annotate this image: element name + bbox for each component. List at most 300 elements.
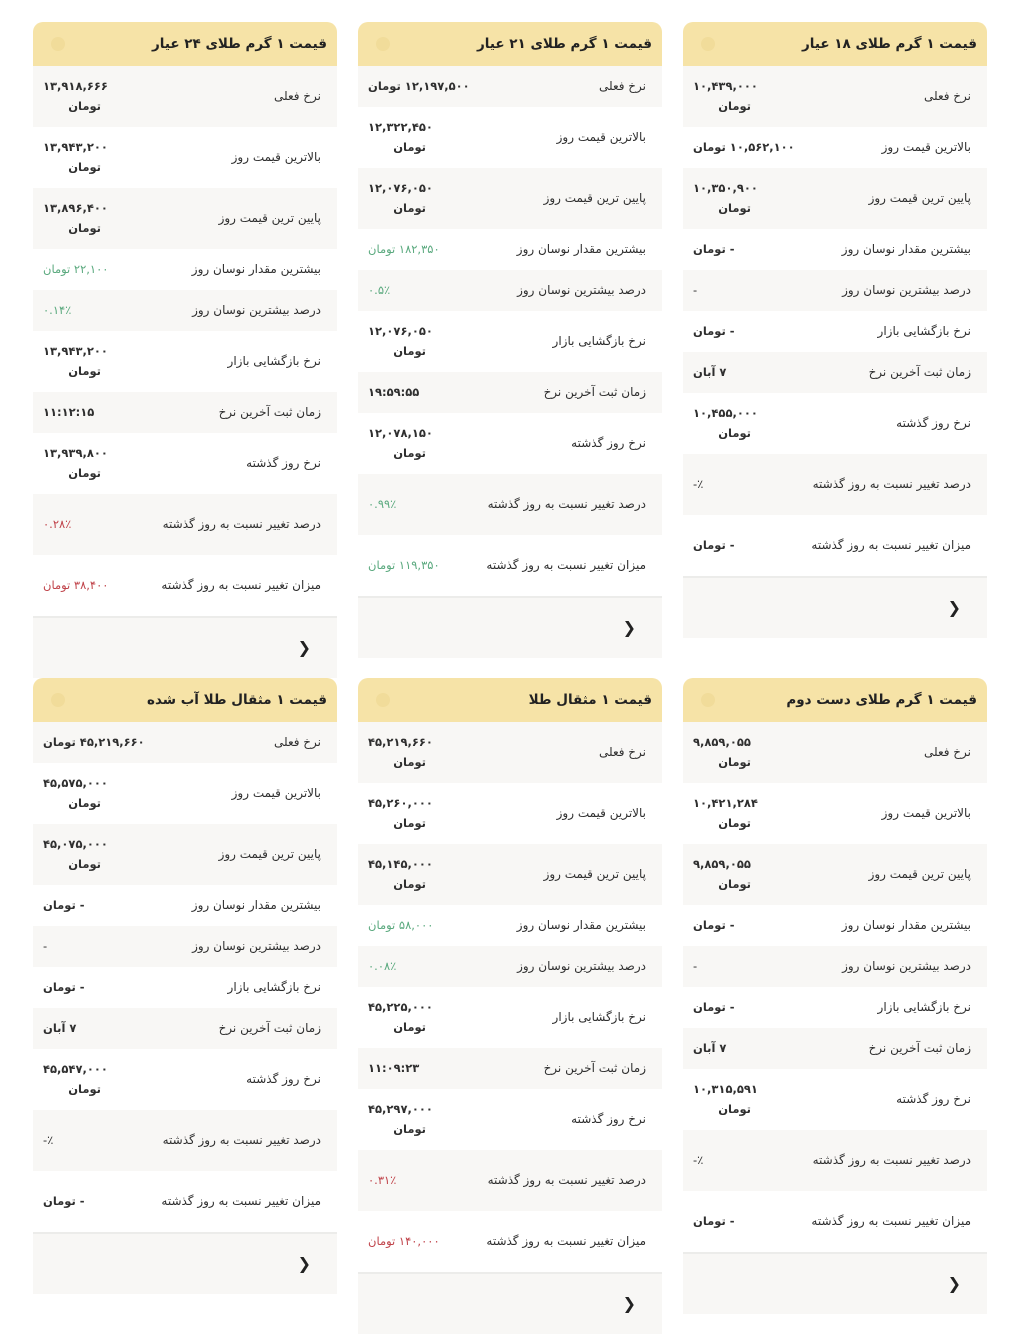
card-footer: [683, 1252, 987, 1314]
value-text: ۲۲,۱۰۰ تومان: [43, 262, 109, 276]
row-change-percent: [683, 1130, 987, 1191]
card-header: [358, 678, 662, 722]
chevron-left-icon[interactable]: ❮: [947, 598, 961, 617]
row-label: میزان تغییر نسبت به روز گذشته: [486, 1234, 646, 1248]
row-value: [683, 321, 811, 341]
value-text: ۴۵,۲۱۹,۶۶۰ تومان: [43, 735, 145, 749]
card-header: [358, 22, 662, 66]
value-number: ۱۰,۳۵۰,۹۰۰: [693, 181, 758, 195]
value-unit: تومان: [68, 796, 101, 810]
value-unit: تومان: [718, 816, 751, 830]
value-number: ۴۵,۵۴۷,۰۰۰: [43, 1062, 108, 1076]
row-value: [33, 1130, 161, 1150]
row-label: نرخ بازگشایی بازار: [877, 324, 971, 338]
row-change-percent: [358, 474, 662, 535]
row-value: [358, 239, 486, 259]
value-unit: تومان: [718, 99, 751, 113]
row-label: نرخ روز گذشته: [246, 456, 321, 470]
row-day-low: [358, 168, 662, 229]
value-text: - تومان: [693, 538, 735, 552]
row-value: [358, 793, 486, 833]
row-change-amount: [358, 535, 662, 596]
row-value: [358, 178, 486, 218]
value-number: ۱۲,۳۲۲,۴۵۰: [368, 120, 433, 134]
row-last-update-time: [358, 372, 662, 413]
row-value: [683, 854, 811, 894]
row-previous-day-rate: [358, 413, 662, 474]
row-value: [358, 321, 486, 361]
row-label: بالاترین قیمت روز: [231, 150, 321, 164]
card-gold-18k: [683, 22, 987, 638]
value-text: - تومان: [693, 1214, 735, 1228]
row-label: نرخ بازگشایی بازار: [227, 980, 321, 994]
row-label: درصد تغییر نسبت به روز گذشته: [812, 1153, 971, 1167]
card-gold-mesghal: [358, 678, 662, 1334]
row-label: بیشترین مقدار نوسان روز: [841, 242, 971, 256]
card-header: [683, 22, 987, 66]
row-value: [358, 280, 486, 300]
row-day-low: [33, 188, 337, 249]
row-label: پایین ترین قیمت روز: [218, 847, 321, 861]
value-unit: تومان: [68, 99, 101, 113]
value-unit: تومان: [393, 1122, 426, 1136]
row-max-fluctuation: [683, 905, 987, 946]
status-dot-icon: [701, 37, 715, 51]
card-footer: [358, 596, 662, 658]
row-value: [683, 137, 811, 157]
card-title: قیمت ۱ گرم طلای ۲۱ عیار: [476, 36, 652, 52]
row-last-update-time: [33, 392, 337, 433]
row-label: نرخ فعلی: [923, 745, 971, 759]
row-value: [683, 793, 811, 833]
value-unit: تومان: [393, 877, 426, 891]
row-label: بیشترین مقدار نوسان روز: [191, 262, 321, 276]
value-text: ۱۲,۱۹۷,۵۰۰ تومان: [368, 79, 470, 93]
card-gold-second-hand: [683, 678, 987, 1314]
row-change-amount: [33, 555, 337, 616]
status-dot-icon: [376, 37, 390, 51]
card-title: قیمت ۱ گرم طلای ۱۸ عیار: [801, 36, 977, 52]
row-label: نرخ بازگشایی بازار: [227, 354, 321, 368]
card-title: قیمت ۱ مثقال طلا آب شده: [146, 692, 327, 708]
row-value: [358, 494, 486, 514]
value-text: - تومان: [693, 918, 735, 932]
row-label: بالاترین قیمت روز: [556, 130, 646, 144]
value-number: ۹,۸۵۹,۰۵۵: [693, 735, 751, 749]
value-unit: تومان: [718, 201, 751, 215]
row-value: [33, 895, 161, 915]
row-value: [358, 76, 486, 96]
row-value: [33, 514, 161, 534]
value-text: ٪-: [43, 1133, 54, 1147]
row-value: [683, 732, 811, 772]
row-max-fluctuation-percent: [33, 290, 337, 331]
value-unit: تومان: [718, 426, 751, 440]
value-text: ۱۱۹,۳۵۰ تومان: [368, 558, 440, 572]
row-label: نرخ بازگشایی بازار: [552, 1010, 646, 1024]
value-unit: تومان: [393, 1020, 426, 1034]
row-previous-day-rate: [33, 433, 337, 494]
row-max-fluctuation-percent: [358, 270, 662, 311]
row-current-rate: [33, 722, 337, 763]
row-day-low: [683, 844, 987, 905]
value-unit: تومان: [68, 364, 101, 378]
value-text: - تومان: [693, 324, 735, 338]
row-label: بیشترین مقدار نوسان روز: [516, 918, 646, 932]
row-label: پایین ترین قیمت روز: [218, 211, 321, 225]
value-text: - تومان: [43, 980, 85, 994]
row-value: [683, 535, 811, 555]
status-dot-icon: [51, 37, 65, 51]
value-text: ۵۸,۰۰۰ تومان: [368, 918, 434, 932]
value-number: ۹,۸۵۹,۰۵۵: [693, 857, 751, 871]
value-text: - تومان: [43, 1194, 85, 1208]
card-gold-melted-mesghal: [33, 678, 337, 1294]
row-label: نرخ روز گذشته: [571, 436, 646, 450]
row-value: [33, 732, 161, 752]
status-dot-icon: [701, 693, 715, 707]
value-text: ۱۹:۵۹:۵۵: [368, 385, 420, 399]
row-label: نرخ روز گذشته: [246, 1072, 321, 1086]
row-value: [683, 1150, 811, 1170]
row-value: [33, 341, 161, 381]
row-max-fluctuation: [33, 249, 337, 290]
row-label: میزان تغییر نسبت به روز گذشته: [811, 538, 971, 552]
card-header: [33, 678, 337, 722]
row-opening-rate: [358, 311, 662, 372]
row-value: [683, 956, 811, 976]
row-label: درصد تغییر نسبت به روز گذشته: [487, 1173, 646, 1187]
row-label: پایین ترین قیمت روز: [543, 191, 646, 205]
row-last-update-time: [683, 1028, 987, 1069]
row-previous-day-rate: [683, 393, 987, 454]
card-gold-24k: [33, 22, 337, 678]
row-label: نرخ بازگشایی بازار: [877, 1000, 971, 1014]
status-dot-icon: [376, 693, 390, 707]
value-text: ۰.۹۹٪: [368, 497, 397, 511]
value-number: ۱۰,۴۲۱,۲۸۴: [693, 796, 758, 810]
row-day-high: [358, 107, 662, 168]
row-opening-rate: [683, 311, 987, 352]
row-change-percent: [683, 454, 987, 515]
row-day-low: [358, 844, 662, 905]
row-label: میزان تغییر نسبت به روز گذشته: [161, 1194, 321, 1208]
row-label: میزان تغییر نسبت به روز گذشته: [811, 1214, 971, 1228]
row-value: [683, 1211, 811, 1231]
row-label: درصد بیشترین نوسان روز: [517, 283, 646, 297]
row-label: بیشترین مقدار نوسان روز: [516, 242, 646, 256]
row-value: [683, 997, 811, 1017]
row-label: پایین ترین قیمت روز: [543, 867, 646, 881]
row-label: نرخ روز گذشته: [896, 416, 971, 430]
row-last-update-time: [358, 1048, 662, 1089]
row-value: [358, 382, 486, 402]
row-value: [683, 1038, 811, 1058]
row-value: [683, 280, 811, 300]
row-value: [33, 834, 161, 874]
row-value: [683, 1079, 811, 1119]
row-label: نرخ فعلی: [598, 79, 646, 93]
value-unit: تومان: [68, 1082, 101, 1096]
card-title: قیمت ۱ مثقال طلا: [528, 692, 652, 708]
row-previous-day-rate: [33, 1049, 337, 1110]
card-header: [33, 22, 337, 66]
row-value: [683, 239, 811, 259]
row-label: نرخ روز گذشته: [571, 1112, 646, 1126]
row-value: [33, 259, 161, 279]
value-unit: تومان: [68, 160, 101, 174]
row-value: [683, 362, 811, 382]
row-label: زمان ثبت آخرین نرخ: [543, 1061, 646, 1075]
row-opening-rate: [33, 967, 337, 1008]
row-day-high: [683, 783, 987, 844]
value-number: ۴۵,۲۶۰,۰۰۰: [368, 796, 433, 810]
row-previous-day-rate: [683, 1069, 987, 1130]
value-unit: تومان: [393, 446, 426, 460]
row-previous-day-rate: [358, 1089, 662, 1150]
value-text: ۰.۵٪: [368, 283, 391, 297]
row-label: درصد بیشترین نوسان روز: [517, 959, 646, 973]
row-max-fluctuation: [33, 885, 337, 926]
row-day-low: [683, 168, 987, 229]
value-text: - تومان: [693, 1000, 735, 1014]
row-label: بیشترین مقدار نوسان روز: [841, 918, 971, 932]
value-text: ٪-: [693, 1153, 704, 1167]
row-value: [683, 474, 811, 494]
row-max-fluctuation-percent: [683, 946, 987, 987]
row-day-high: [358, 783, 662, 844]
value-text: -: [693, 959, 698, 973]
card-title: قیمت ۱ گرم طلای دست دوم: [786, 692, 977, 708]
value-number: ۴۵,۰۷۵,۰۰۰: [43, 837, 108, 851]
value-number: ۱۲,۰۷۸,۱۵۰: [368, 426, 433, 440]
row-day-high: [33, 763, 337, 824]
value-number: ۴۵,۲۱۹,۶۶۰: [368, 735, 433, 749]
card-footer: [683, 576, 987, 638]
value-text: ۱۱:۱۲:۱۵: [43, 405, 95, 419]
row-value: [683, 76, 811, 116]
value-text: ۱۱:۰۹:۲۳: [368, 1061, 420, 1075]
value-unit: تومان: [68, 857, 101, 871]
row-label: نرخ فعلی: [923, 89, 971, 103]
value-unit: تومان: [68, 466, 101, 480]
value-number: ۱۳,۹۴۳,۲۰۰: [43, 140, 108, 154]
value-number: ۱۳,۹۴۳,۲۰۰: [43, 344, 108, 358]
value-text: ٪-: [693, 477, 704, 491]
row-value: [33, 773, 161, 813]
value-number: ۴۵,۵۷۵,۰۰۰: [43, 776, 108, 790]
value-number: ۱۰,۴۳۹,۰۰۰: [693, 79, 758, 93]
row-last-update-time: [683, 352, 987, 393]
row-value: [358, 1099, 486, 1139]
card-footer: [358, 1272, 662, 1334]
row-change-amount: [683, 1191, 987, 1252]
value-unit: تومان: [718, 877, 751, 891]
card-title: قیمت ۱ گرم طلای ۲۴ عیار: [151, 36, 327, 52]
value-unit: تومان: [718, 1102, 751, 1116]
value-text: ۰.۲۸٪: [43, 517, 72, 531]
row-label: زمان ثبت آخرین نرخ: [868, 1041, 971, 1055]
row-change-percent: [33, 1110, 337, 1171]
row-label: میزان تغییر نسبت به روز گذشته: [486, 558, 646, 572]
row-value: [33, 1191, 161, 1211]
row-value: [358, 423, 486, 463]
row-label: زمان ثبت آخرین نرخ: [218, 1021, 321, 1035]
row-label: زمان ثبت آخرین نرخ: [218, 405, 321, 419]
row-label: درصد تغییر نسبت به روز گذشته: [162, 1133, 321, 1147]
value-unit: تومان: [68, 221, 101, 235]
row-label: نرخ فعلی: [273, 89, 321, 103]
row-label: درصد بیشترین نوسان روز: [192, 303, 321, 317]
chevron-left-icon[interactable]: ❮: [297, 638, 311, 657]
row-value: [358, 1231, 486, 1251]
row-day-high: [683, 127, 987, 168]
row-label: درصد تغییر نسبت به روز گذشته: [487, 497, 646, 511]
row-label: زمان ثبت آخرین نرخ: [868, 365, 971, 379]
value-unit: تومان: [393, 344, 426, 358]
row-max-fluctuation-percent: [683, 270, 987, 311]
row-value: [33, 402, 161, 422]
value-unit: تومان: [393, 201, 426, 215]
chevron-left-icon[interactable]: ❮: [622, 1294, 636, 1313]
row-max-fluctuation: [683, 229, 987, 270]
row-change-amount: [358, 1211, 662, 1272]
value-text: - تومان: [693, 242, 735, 256]
chevron-left-icon[interactable]: ❮: [947, 1274, 961, 1293]
row-value: [33, 977, 161, 997]
value-number: ۱۲,۰۷۶,۰۵۰: [368, 181, 433, 195]
row-value: [33, 936, 161, 956]
value-text: ۱۰,۵۶۲,۱۰۰ تومان: [693, 140, 795, 154]
row-label: پایین ترین قیمت روز: [868, 191, 971, 205]
row-current-rate: [33, 66, 337, 127]
card-footer: [33, 616, 337, 678]
status-dot-icon: [51, 693, 65, 707]
value-text: ۰.۳۱٪: [368, 1173, 397, 1187]
row-current-rate: [683, 722, 987, 783]
row-value: [33, 1018, 161, 1038]
row-day-low: [33, 824, 337, 885]
row-label: پایین ترین قیمت روز: [868, 867, 971, 881]
value-text: ۰.۱۴٪: [43, 303, 72, 317]
row-value: [33, 76, 161, 116]
chevron-left-icon[interactable]: ❮: [297, 1254, 311, 1273]
row-label: درصد بیشترین نوسان روز: [192, 939, 321, 953]
card-footer: [33, 1232, 337, 1294]
row-change-percent: [358, 1150, 662, 1211]
row-label: میزان تغییر نسبت به روز گذشته: [161, 578, 321, 592]
row-opening-rate: [358, 987, 662, 1048]
row-value: [683, 178, 811, 218]
row-value: [358, 732, 486, 772]
row-label: درصد بیشترین نوسان روز: [842, 283, 971, 297]
row-value: [358, 915, 486, 935]
row-opening-rate: [33, 331, 337, 392]
row-current-rate: [358, 722, 662, 783]
value-text: ۷ آبان: [693, 1041, 727, 1055]
row-value: [358, 997, 486, 1037]
row-max-fluctuation: [358, 229, 662, 270]
row-value: [358, 555, 486, 575]
row-max-fluctuation: [358, 905, 662, 946]
row-label: درصد تغییر نسبت به روز گذشته: [812, 477, 971, 491]
row-label: بالاترین قیمت روز: [881, 806, 971, 820]
row-current-rate: [358, 66, 662, 107]
value-number: ۴۵,۲۹۷,۰۰۰: [368, 1102, 433, 1116]
value-number: ۴۵,۱۴۵,۰۰۰: [368, 857, 433, 871]
row-value: [33, 137, 161, 177]
row-max-fluctuation-percent: [358, 946, 662, 987]
row-change-percent: [33, 494, 337, 555]
card-gold-21k: [358, 22, 662, 658]
row-value: [33, 1059, 161, 1099]
value-number: ۱۳,۹۱۸,۶۶۶: [43, 79, 108, 93]
value-number: ۱۳,۹۳۹,۸۰۰: [43, 446, 108, 460]
row-label: نرخ فعلی: [273, 735, 321, 749]
row-label: بالاترین قیمت روز: [231, 786, 321, 800]
row-value: [358, 1058, 486, 1078]
row-value: [683, 403, 811, 443]
row-value: [33, 198, 161, 238]
row-label: درصد بیشترین نوسان روز: [842, 959, 971, 973]
row-value: [358, 1170, 486, 1190]
row-value: [358, 956, 486, 976]
row-label: بالاترین قیمت روز: [556, 806, 646, 820]
value-text: -: [693, 283, 698, 297]
row-value: [683, 915, 811, 935]
row-label: بیشترین مقدار نوسان روز: [191, 898, 321, 912]
row-change-amount: [683, 515, 987, 576]
value-text: ۱۴۰,۰۰۰ تومان: [368, 1234, 440, 1248]
row-label: نرخ بازگشایی بازار: [552, 334, 646, 348]
row-label: زمان ثبت آخرین نرخ: [543, 385, 646, 399]
value-unit: تومان: [393, 755, 426, 769]
row-change-amount: [33, 1171, 337, 1232]
row-value: [33, 300, 161, 320]
row-value: [33, 575, 161, 595]
value-number: ۱۲,۰۷۶,۰۵۰: [368, 324, 433, 338]
value-number: ۱۳,۸۹۶,۴۰۰: [43, 201, 108, 215]
row-day-high: [33, 127, 337, 188]
row-label: نرخ فعلی: [598, 745, 646, 759]
row-label: نرخ روز گذشته: [896, 1092, 971, 1106]
value-unit: تومان: [718, 755, 751, 769]
row-opening-rate: [683, 987, 987, 1028]
value-text: ۳۸,۴۰۰ تومان: [43, 578, 109, 592]
chevron-left-icon[interactable]: ❮: [622, 618, 636, 637]
value-text: -: [43, 939, 48, 953]
value-text: ۱۸۲,۳۵۰ تومان: [368, 242, 440, 256]
row-label: بالاترین قیمت روز: [881, 140, 971, 154]
value-text: ۷ آبان: [693, 365, 727, 379]
row-max-fluctuation-percent: [33, 926, 337, 967]
row-label: درصد تغییر نسبت به روز گذشته: [162, 517, 321, 531]
value-number: ۱۰,۳۱۵,۵۹۱: [693, 1082, 758, 1096]
card-header: [683, 678, 987, 722]
value-text: - تومان: [43, 898, 85, 912]
value-unit: تومان: [393, 816, 426, 830]
row-current-rate: [683, 66, 987, 127]
row-value: [358, 117, 486, 157]
value-unit: تومان: [393, 140, 426, 154]
row-value: [33, 443, 161, 483]
row-value: [358, 854, 486, 894]
value-number: ۱۰,۴۵۵,۰۰۰: [693, 406, 758, 420]
value-text: ۰.۰۸٪: [368, 959, 397, 973]
row-last-update-time: [33, 1008, 337, 1049]
value-number: ۴۵,۲۲۵,۰۰۰: [368, 1000, 433, 1014]
value-text: ۷ آبان: [43, 1021, 77, 1035]
